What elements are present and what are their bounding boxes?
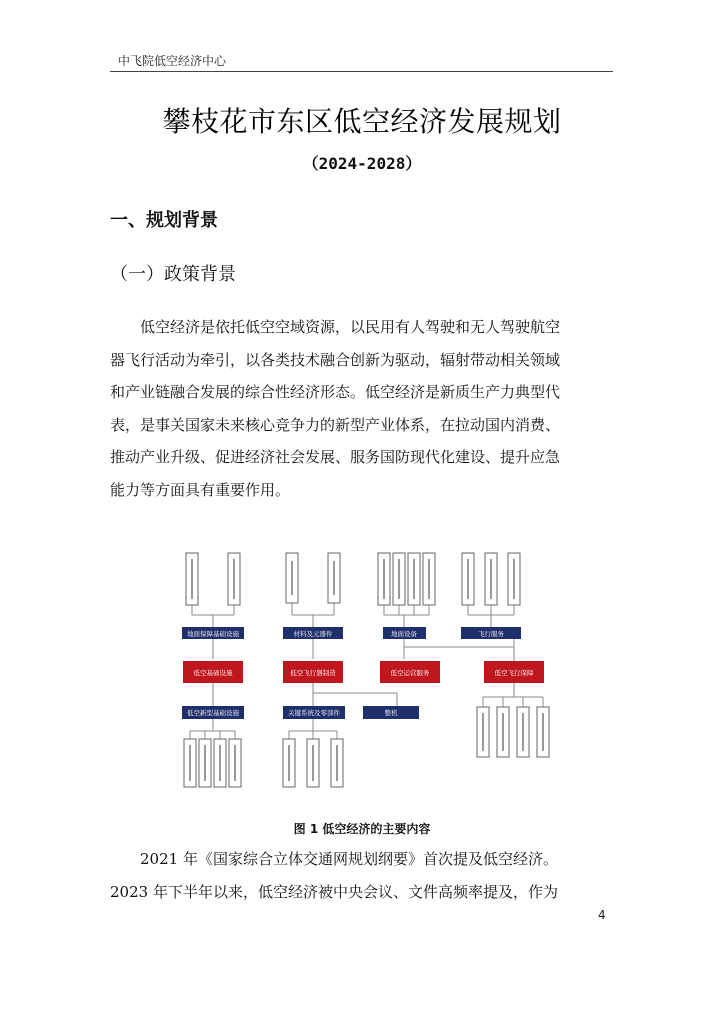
red-node-infrastructure <box>183 661 243 683</box>
node-label: 材料及元器件 <box>293 630 333 638</box>
paragraph-line: 表，是事关国家未来核心竞争力的新型产业体系，在拉动国内消费、 <box>110 415 561 434</box>
header-divider <box>110 71 613 72</box>
red-node-aircraft-manufacturing <box>283 661 343 683</box>
node-label: 低空飞行保障 <box>494 669 534 677</box>
header-org-name: 中飞院低空经济中心 <box>118 54 227 68</box>
navy-node-new-infra <box>182 706 244 719</box>
paragraph-line: 器飞行活动为牵引，以各类技术融合创新为驱动，辐射带动相关领域 <box>110 350 561 369</box>
paragraph-history <box>110 843 616 908</box>
node-label: 低空飞行器制造 <box>290 669 336 677</box>
paragraph-line: 和产业链融合发展的综合性经济形态。低空经济是新质生产力典型代 <box>110 383 561 401</box>
node-label: 整机 <box>384 709 398 717</box>
figure-diagram <box>172 543 552 806</box>
paragraph-line: 低空经济是依托低空空域资源，以民用有人驾驶和无人驾驶航空 <box>140 318 561 336</box>
navy-node-key-systems <box>283 706 345 719</box>
navy-node-whole-aircraft <box>363 706 419 719</box>
navy-node-ground-equipment <box>383 627 426 639</box>
red-node-flight-guarantee <box>484 661 544 683</box>
document-title: 攀枝花市东区低空经济发展规划 <box>162 105 562 138</box>
paragraph-line: 2021 年《国家综合立体交通网规划纲要》首次提及低空经济。 <box>140 850 558 868</box>
navy-node-materials <box>283 627 343 639</box>
diagram-svg <box>172 543 552 806</box>
node-label: 地面设备 <box>391 630 417 638</box>
navy-node-flight-service <box>461 627 521 639</box>
node-label: 地面保障基础设施 <box>187 630 239 638</box>
node-label: 低空新型基础设施 <box>187 709 239 717</box>
subsection-heading: （一）政策背景 <box>110 264 236 285</box>
top-leaf-boxes <box>186 553 520 605</box>
section-heading: 一、规划背景 <box>110 210 218 231</box>
page-number: 4 <box>598 908 606 922</box>
paragraph-line: 2023 年下半年以来，低空经济被中央会议、文件高频率提及，作为 <box>110 882 558 901</box>
figure-caption: 图 1 低空经济的主要内容 <box>293 822 431 836</box>
node-label: 低空运营服务 <box>390 669 430 677</box>
node-label: 低空基础设施 <box>193 669 233 677</box>
red-node-operation-service <box>380 661 440 683</box>
bottom-leaf-text-marks <box>189 713 544 781</box>
paragraph-line: 推动产业升级、促进经济社会发展、服务国防现代化建设、提升应急 <box>110 448 561 466</box>
paragraph-policy <box>110 311 616 506</box>
paragraph-line: 能力等方面具有重要作用。 <box>110 480 291 499</box>
document-subtitle: （2024-2028） <box>302 154 422 173</box>
node-label: 关键系统及零部件 <box>288 709 340 717</box>
navy-node-ground-infra <box>182 627 244 639</box>
node-label: 飞行服务 <box>478 630 504 638</box>
